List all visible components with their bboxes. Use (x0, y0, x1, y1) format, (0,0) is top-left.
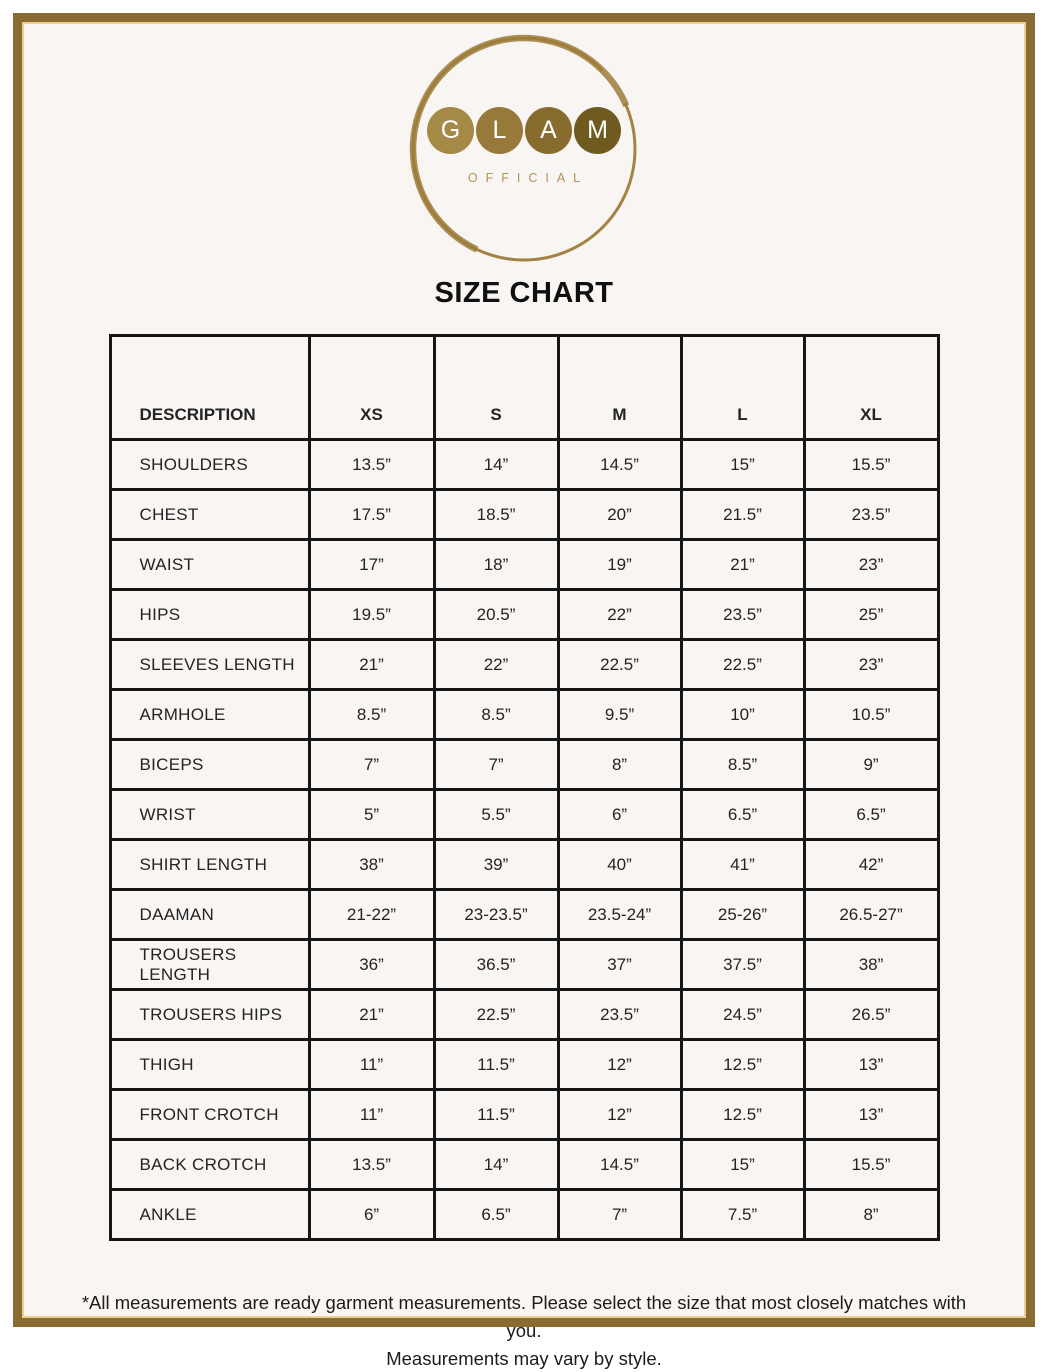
value-cell-m: 12” (558, 1090, 681, 1140)
table-row (110, 940, 938, 990)
value-cell-m: 22.5” (558, 640, 681, 690)
value-cell-xs: 8.5” (309, 690, 434, 740)
table-row (110, 990, 938, 1040)
table-row (110, 690, 938, 740)
value-cell-s: 11.5” (434, 1040, 558, 1090)
value-cell-l: 23.5” (681, 590, 804, 640)
value-cell-xs: 21” (309, 640, 434, 690)
logo-letter-circles (427, 107, 621, 154)
value-cell-xl: 26.5-27” (804, 890, 938, 940)
row-label-cell: SHOULDERS (110, 440, 309, 490)
value-cell-l: 8.5” (681, 740, 804, 790)
value-cell-xl: 23” (804, 540, 938, 590)
gold-frame (13, 13, 1035, 1327)
value-cell-l: 12.5” (681, 1090, 804, 1140)
table-row (110, 840, 938, 890)
value-cell-s: 14” (434, 1140, 558, 1190)
column-header-xl: XL (804, 336, 938, 440)
logo-letter: A (540, 116, 557, 145)
value-cell-l: 6.5” (681, 790, 804, 840)
value-cell-m: 8” (558, 740, 681, 790)
row-label-cell: SHIRT LENGTH (110, 840, 309, 890)
value-cell-xl: 25” (804, 590, 938, 640)
table-row (110, 640, 938, 690)
value-cell-s: 6.5” (434, 1190, 558, 1240)
logo-letter-circle-a (525, 107, 572, 154)
row-label-cell: ARMHOLE (110, 690, 309, 740)
value-cell-xl: 26.5” (804, 990, 938, 1040)
table-row (110, 740, 938, 790)
value-cell-s: 39” (434, 840, 558, 890)
value-cell-xl: 13” (804, 1090, 938, 1140)
value-cell-l: 15” (681, 440, 804, 490)
value-cell-l: 15” (681, 1140, 804, 1190)
value-cell-l: 21.5” (681, 490, 804, 540)
value-cell-m: 19” (558, 540, 681, 590)
table-row (110, 890, 938, 940)
table-row (110, 440, 938, 490)
value-cell-s: 14” (434, 440, 558, 490)
header-row (110, 336, 938, 440)
value-cell-m: 12” (558, 1040, 681, 1090)
column-header-description: DESCRIPTION (110, 336, 309, 440)
footnote-line-2: Measurements may vary by style. (74, 1345, 974, 1372)
table-row (110, 1090, 938, 1140)
value-cell-s: 20.5” (434, 590, 558, 640)
value-cell-m: 14.5” (558, 440, 681, 490)
value-cell-m: 23.5” (558, 990, 681, 1040)
row-label-cell: FRONT CROTCH (110, 1090, 309, 1140)
value-cell-l: 22.5” (681, 640, 804, 690)
row-label-cell: BICEPS (110, 740, 309, 790)
value-cell-m: 40” (558, 840, 681, 890)
row-label-cell: HIPS (110, 590, 309, 640)
row-label-cell: THIGH (110, 1040, 309, 1090)
table-row (110, 1190, 938, 1240)
value-cell-xs: 7” (309, 740, 434, 790)
value-cell-xl: 6.5” (804, 790, 938, 840)
page-content (22, 22, 1026, 1318)
value-cell-xs: 17.5” (309, 490, 434, 540)
value-cell-xs: 11” (309, 1090, 434, 1140)
footnote-line-1: *All measurements are ready garment measurements. Please select the size that most closely matches with you. (74, 1289, 974, 1345)
value-cell-m: 14.5” (558, 1140, 681, 1190)
value-cell-xl: 23.5” (804, 490, 938, 540)
value-cell-xl: 38” (804, 940, 938, 990)
value-cell-xl: 10.5” (804, 690, 938, 740)
table-row (110, 1040, 938, 1090)
logo-letter-circle-m (574, 107, 621, 154)
value-cell-xl: 42” (804, 840, 938, 890)
column-header-s: S (434, 336, 558, 440)
value-cell-xl: 13” (804, 1040, 938, 1090)
size-chart-table (109, 334, 940, 1241)
row-label-cell: TROUSERS HIPS (110, 990, 309, 1040)
row-label-cell: BACK CROTCH (110, 1140, 309, 1190)
value-cell-xs: 17” (309, 540, 434, 590)
value-cell-xs: 21-22” (309, 890, 434, 940)
value-cell-xl: 15.5” (804, 440, 938, 490)
value-cell-l: 7.5” (681, 1190, 804, 1240)
value-cell-s: 11.5” (434, 1090, 558, 1140)
value-cell-s: 7” (434, 740, 558, 790)
value-cell-s: 22” (434, 640, 558, 690)
row-label-cell: WRIST (110, 790, 309, 840)
value-cell-l: 10” (681, 690, 804, 740)
table-body (110, 440, 938, 1240)
value-cell-l: 25-26” (681, 890, 804, 940)
logo-letter: G (441, 116, 460, 145)
value-cell-xs: 21” (309, 990, 434, 1040)
value-cell-m: 6” (558, 790, 681, 840)
value-cell-s: 8.5” (434, 690, 558, 740)
value-cell-m: 37” (558, 940, 681, 990)
row-label-cell: TROUSERS LENGTH (110, 940, 309, 990)
value-cell-xl: 23” (804, 640, 938, 690)
value-cell-m: 9.5” (558, 690, 681, 740)
row-label-cell: SLEEVES LENGTH (110, 640, 309, 690)
column-header-l: L (681, 336, 804, 440)
brand-logo (406, 31, 642, 267)
value-cell-xs: 36” (309, 940, 434, 990)
value-cell-s: 23-23.5” (434, 890, 558, 940)
footnote (74, 1289, 974, 1372)
row-label-cell: WAIST (110, 540, 309, 590)
logo-letter: M (587, 116, 608, 145)
value-cell-xs: 6” (309, 1190, 434, 1240)
value-cell-xs: 13.5” (309, 1140, 434, 1190)
value-cell-s: 18.5” (434, 490, 558, 540)
value-cell-s: 18” (434, 540, 558, 590)
value-cell-m: 22” (558, 590, 681, 640)
value-cell-xl: 9” (804, 740, 938, 790)
logo-letter-circle-l (476, 107, 523, 154)
row-label-cell: DAAMAN (110, 890, 309, 940)
logo-letter-circle-g (427, 107, 474, 154)
logo-letter: L (493, 116, 507, 145)
value-cell-xl: 8” (804, 1190, 938, 1240)
value-cell-l: 24.5” (681, 990, 804, 1040)
value-cell-xs: 11” (309, 1040, 434, 1090)
value-cell-xs: 19.5” (309, 590, 434, 640)
row-label-cell: ANKLE (110, 1190, 309, 1240)
table-header (110, 336, 938, 440)
value-cell-s: 5.5” (434, 790, 558, 840)
column-header-m: M (558, 336, 681, 440)
value-cell-s: 22.5” (434, 990, 558, 1040)
value-cell-l: 21” (681, 540, 804, 590)
table-row (110, 490, 938, 540)
row-label-cell: CHEST (110, 490, 309, 540)
value-cell-m: 7” (558, 1190, 681, 1240)
value-cell-m: 20” (558, 490, 681, 540)
value-cell-xs: 5” (309, 790, 434, 840)
value-cell-xl: 15.5” (804, 1140, 938, 1190)
value-cell-l: 41” (681, 840, 804, 890)
table-row (110, 1140, 938, 1190)
logo-subtitle: OFFICIAL (460, 171, 588, 185)
table-row (110, 540, 938, 590)
value-cell-xs: 13.5” (309, 440, 434, 490)
value-cell-m: 23.5-24” (558, 890, 681, 940)
column-header-xs: XS (309, 336, 434, 440)
value-cell-s: 36.5” (434, 940, 558, 990)
value-cell-xs: 38” (309, 840, 434, 890)
table-row (110, 790, 938, 840)
table-row (110, 590, 938, 640)
page-title: SIZE CHART (435, 277, 614, 310)
value-cell-l: 37.5” (681, 940, 804, 990)
value-cell-l: 12.5” (681, 1040, 804, 1090)
